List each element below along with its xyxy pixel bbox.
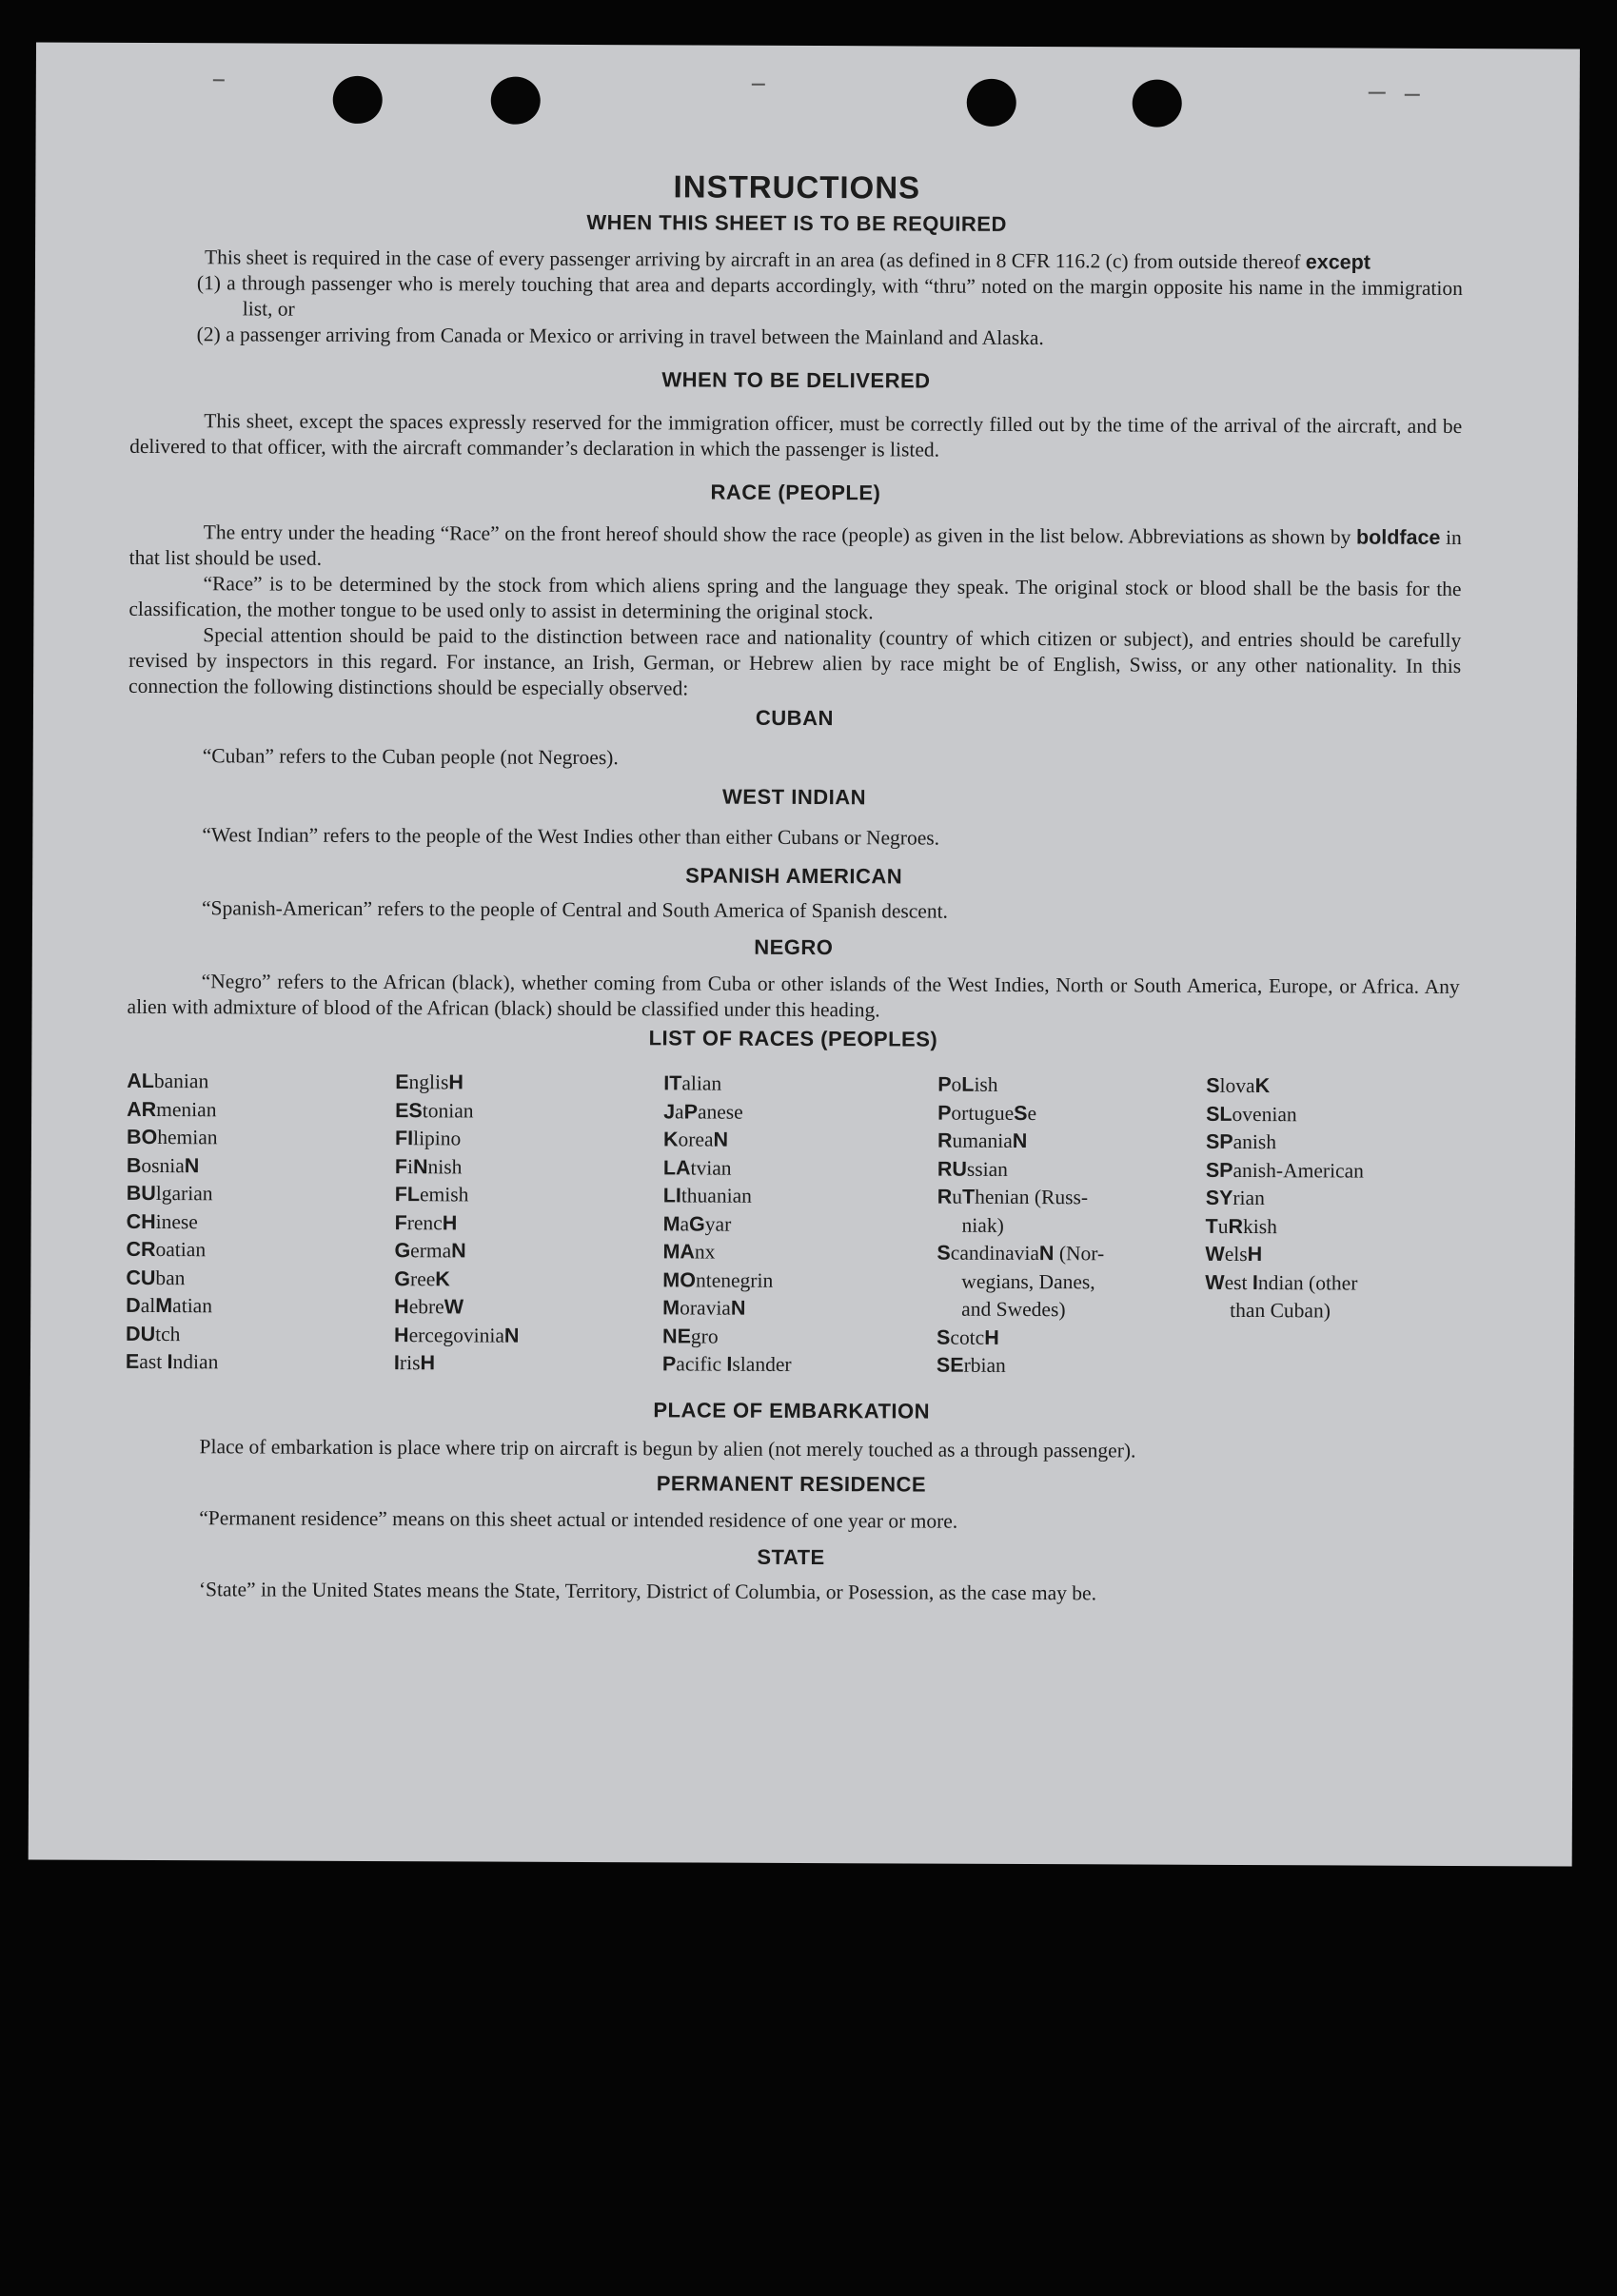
race-item: ALbanian [127,1069,209,1093]
heading-list-of-races: LIST OF RACES (PEOPLES) [648,1026,938,1051]
race-item: LIthuanian [662,1184,752,1207]
race-item: NEgro [662,1324,719,1348]
heading-embarkation: PLACE OF EMBARKATION [653,1397,931,1423]
race-item: CRoatian [126,1237,207,1262]
heading-west-indian: WEST INDIAN [722,784,867,810]
race-item: HebreW [394,1295,464,1319]
race-item: JaPanese [663,1099,743,1124]
race-paragraph-3: Special attention should be paid to the distinction between race and nationality (country of which citizen or subject), and entries should be carefully revised by inspectors in this regard. For instance, an Irish, German, or Hebrew alien by race might be of English, Swiss, or any other nationality. In this connection the following distinctions should be especially observed: [128,623,1462,700]
race-item: SlovaK [1206,1073,1271,1098]
race-item: TuRkish [1205,1214,1277,1238]
embarkation-body: Place of embarkation is place where trip on aircraft is begun by alien (not merely touched as a through passenger). [199,1434,1136,1462]
race-item: FIlipino [394,1127,462,1150]
race-item: PortugueSe [937,1101,1037,1125]
race-item: MAnx [662,1240,716,1264]
race-item: RUssian [937,1157,1008,1181]
race-item: SLovenian [1206,1102,1297,1126]
race-item: MoraviaN [662,1296,746,1320]
race-paragraph-2: “Race” is to be determined by the stock from which aliens spring and the language they speak. The original stock or blood shall be the basis for the classification, the mother tongue to be used only to assist in determining the original stock. [128,572,1462,624]
race-item: RuThenian (Russ- [937,1185,1089,1209]
race-item: WelsH [1205,1242,1263,1266]
race-item: MOntenegrin [662,1267,774,1292]
heading-cuban: CUBAN [755,705,834,731]
race-item: MaGyar [662,1211,732,1236]
race-item: ARmenian [127,1097,217,1121]
negro-body: “Negro” refers to the African (black), whether coming from Cuba or other islands of the West Indies, North or South America, Europe, or Africa. Any alien with admixture of blood of the African (black) should be classified under this heading. [127,970,1460,1022]
race-item: SPanish [1205,1129,1277,1154]
race-item: DalMatian [126,1293,213,1318]
races-column-1 [126,1068,395,1378]
race-item-continuation: wegians, Danes, [961,1269,1095,1293]
heading-when-delivered: WHEN TO BE DELIVERED [661,367,931,393]
scan-mark [1405,94,1420,96]
race-item: PoLish [937,1072,998,1096]
cuban-body: “Cuban” refers to the Cuban people (not Negroes). [202,744,619,770]
state-body: ‘State” in the United States means the State, Territory, District of Columbia, or Posession, as the case may be. [198,1577,1097,1604]
race-item: ScotcH [937,1325,999,1349]
scan-mark [752,84,765,86]
race-item: ITalian [663,1071,722,1095]
race-item: CUban [126,1266,186,1289]
race-item: BosniaN [126,1153,200,1177]
race-item-continuation: than Cuban) [1230,1298,1331,1323]
race-item: West Indian (other [1205,1270,1358,1295]
race-item-continuation: niak) [961,1213,1004,1237]
race-item: BOhemian [126,1125,218,1149]
races-column-5 [1205,1072,1453,1383]
heading-when-required: WHEN THIS SHEET IS TO BE REQUIRED [586,209,1007,236]
when-required-item-2: (2) a passenger arriving from Canada or Mexico or arriving in travel between the Mainland and Alaska. [196,323,1044,350]
race-item: CHinese [126,1209,198,1233]
heading-race: RACE (PEOPLE) [710,480,881,505]
punch-hole [967,79,1016,127]
instruction-sheet [29,42,1580,1866]
heading-state: STATE [757,1544,825,1569]
race-item: ScandinaviaN (Nor- [937,1241,1105,1266]
race-item: GermaN [394,1239,466,1263]
race-item: FrencH [394,1210,458,1234]
heading-permanent-residence: PERMANENT RESIDENCE [656,1470,927,1497]
race-item: SErbian [936,1353,1006,1377]
race-item: HercegoviniaN [394,1323,520,1347]
sheet-content [125,167,1464,1608]
race-item: EStonian [395,1098,474,1122]
when-required-body: This sheet is required in the case of every passenger arriving by aircraft in an area (as defined in 8 CFR 116.2 (c) from outside thereof except [204,245,1371,274]
race-item: BUlgarian [126,1181,213,1206]
punch-hole [491,77,541,125]
race-item: SYrian [1205,1186,1265,1210]
race-item: Pacific Islander [661,1352,792,1376]
permanent-residence-body: “Permanent residence” means on this sheet actual or intended residence of one year or more. [199,1505,958,1533]
race-item: RumaniaN [937,1128,1028,1153]
race-item: SPanish-American [1205,1158,1364,1183]
race-item: DUtch [126,1322,181,1345]
races-column-2 [394,1069,663,1379]
scan-mark [1369,92,1386,94]
heading-negro: NEGRO [754,934,834,960]
race-item: EnglisH [395,1070,464,1094]
race-paragraph-1: The entry under the heading “Race” on the front hereof should show the race (people) as given in the list below. Abbreviations as shown by boldface in that list should be used. [128,520,1462,570]
punch-hole [1133,79,1182,127]
race-item: FLemish [394,1183,469,1207]
west-indian-body: “West Indian” refers to the people of the West Indies other than either Cubans or Negroes. [202,823,940,850]
race-item: GreeK [394,1266,450,1290]
page-title: INSTRUCTIONS [673,168,921,206]
race-item-continuation: and Swedes) [961,1297,1066,1322]
when-required-item-1: (1) a through passenger who is merely touching that area and departs accordingly, with “thru” noted on the margin opposite his name in the immigration list, or [196,271,1463,321]
races-column-4 [937,1071,1206,1382]
punch-hole [333,76,383,124]
spanish-american-body: “Spanish-American” refers to the people of Central and South America of Spanish descent. [201,896,949,923]
scan-mark [213,79,225,81]
races-column-3 [662,1070,937,1380]
races-list [126,1068,1459,1383]
heading-spanish-american: SPANISH AMERICAN [685,863,903,889]
race-item: KoreaN [662,1128,729,1151]
when-delivered-body: This sheet, except the spaces expressly reserved for the immigration officer, must be correctly filled out by the time of the arrival of the aircraft, and be delivered to that officer, with the aircraft commander’s declaration in which the passenger is listed. [129,409,1463,461]
race-item: FiNnish [394,1154,463,1178]
race-item: East Indian [125,1349,219,1374]
race-item: IrisH [393,1351,436,1375]
race-item: LAtvian [662,1155,732,1180]
